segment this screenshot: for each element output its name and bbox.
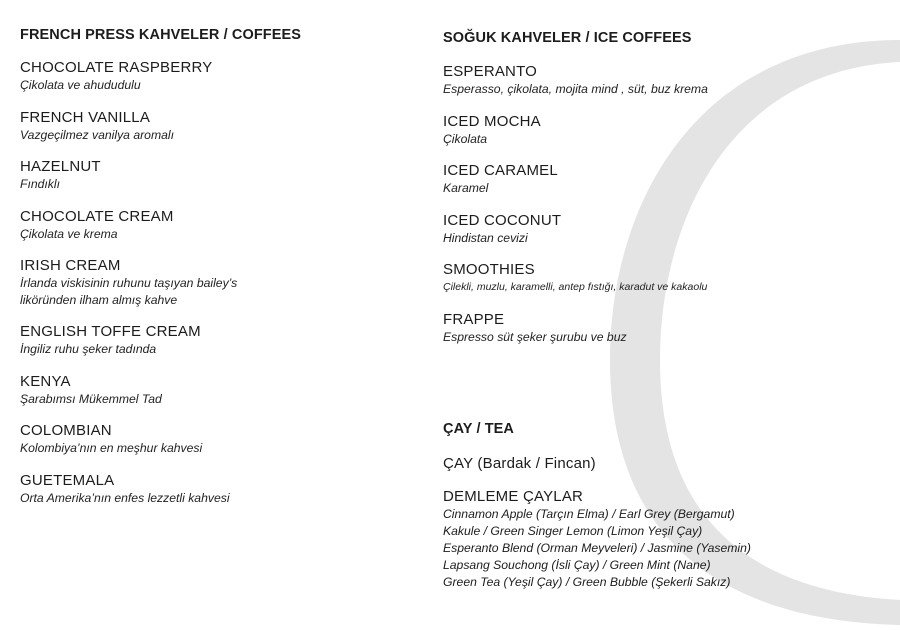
- menu-item: [20, 421, 400, 457]
- menu-item: [443, 112, 883, 148]
- tea-cay: ÇAY (Bardak / Fincan): [443, 455, 596, 472]
- item-desc: Çikolata: [443, 131, 488, 146]
- item-desc: Orta Amerika’nın enfes lezzetli kahvesi: [20, 490, 230, 505]
- item-name: IRISH CREAM: [20, 257, 121, 274]
- ice-coffees-section: [443, 29, 883, 359]
- item-desc: Çikolata ve ahududulu: [20, 78, 141, 92]
- menu-item: [443, 62, 883, 98]
- item-desc: Şarabımsı Mükemmel Tad: [20, 391, 162, 406]
- tea-line: Lapsang Souchong (İsli Çay) / Green Mint (Nane): [443, 558, 711, 572]
- item-desc: İrlanda viskisinin ruhunu taşıyan bailey’s: [20, 276, 238, 290]
- item-name: ICED CARAMEL: [443, 162, 558, 179]
- menu-item: [443, 310, 883, 346]
- item-name: FRENCH VANILLA: [20, 108, 151, 126]
- menu-item: [20, 108, 400, 144]
- menu-item: [443, 211, 883, 247]
- menu-item: [443, 260, 883, 296]
- menu-item: [20, 157, 400, 193]
- item-desc: Vazgeçilmez vanilya aromalı: [20, 127, 174, 142]
- tea-line: Esperanto Blend (Orman Meyveleri) / Jasmine (Yasemin): [443, 541, 751, 555]
- item-name: CHOCOLATE CREAM: [20, 207, 174, 225]
- section-heading-french-press: FRENCH PRESS KAHVELER / COFFEES: [20, 27, 302, 43]
- item-desc: Fındıklı: [20, 177, 60, 191]
- menu-item: [20, 471, 400, 507]
- menu-item: [20, 322, 400, 358]
- item-desc: Hindistan cevizi: [443, 230, 528, 245]
- tea-line: Cinnamon Apple (Tarçın Elma) / Earl Grey (Bergamut): [443, 507, 735, 521]
- item-name: ENGLISH TOFFE CREAM: [20, 323, 201, 340]
- tea-line: Green Tea (Yeşil Çay) / Green Bubble (Şekerli Sakız): [443, 575, 731, 589]
- item-desc: Kolombiya’nın en meşhur kahvesi: [20, 441, 203, 455]
- item-name: ESPERANTO: [443, 63, 538, 80]
- item-desc: İngiliz ruhu şeker tadında: [20, 342, 157, 356]
- item-name: CHOCOLATE RASPBERRY: [20, 59, 213, 76]
- section-heading-tea: ÇAY / TEA: [443, 421, 515, 437]
- item-name: SMOOTHIES: [443, 261, 535, 278]
- item-name: ICED MOCHA: [443, 112, 541, 130]
- item-desc: Çikolata ve krema: [20, 226, 118, 241]
- item-name: KENYA: [20, 372, 71, 390]
- menu-item: [20, 372, 400, 408]
- tea-section: [443, 420, 883, 591]
- item-desc: Çilekli, muzlu, karamelli, antep fıstığı, karadut ve kakaolu: [443, 281, 708, 293]
- item-desc-line2: liköründen ilham almış kahve: [20, 292, 178, 307]
- tea-line: Kakule / Green Singer Lemon (Limon Yeşil Çay): [443, 524, 703, 538]
- item-desc: Karamel: [443, 181, 489, 195]
- section-heading-ice-coffees: SOĞUK KAHVELER / ICE COFFEES: [443, 30, 692, 46]
- item-name: FRAPPE: [443, 310, 505, 328]
- menu-item: [20, 256, 400, 308]
- item-name: ICED COCONUT: [443, 211, 562, 229]
- item-desc: Esperasso, çikolata, mojita mind , süt, buz krema: [443, 82, 708, 96]
- menu-item: [443, 161, 883, 197]
- menu-item: [20, 58, 400, 94]
- item-name: GUETEMALA: [20, 471, 115, 489]
- item-name: HAZELNUT: [20, 158, 101, 175]
- item-desc: Espresso süt şeker şurubu ve buz: [443, 329, 627, 344]
- item-name: COLOMBIAN: [20, 422, 112, 439]
- tea-demleme: DEMLEME ÇAYLAR: [443, 488, 584, 505]
- french-press-section: [20, 26, 400, 520]
- menu-item: [20, 207, 400, 243]
